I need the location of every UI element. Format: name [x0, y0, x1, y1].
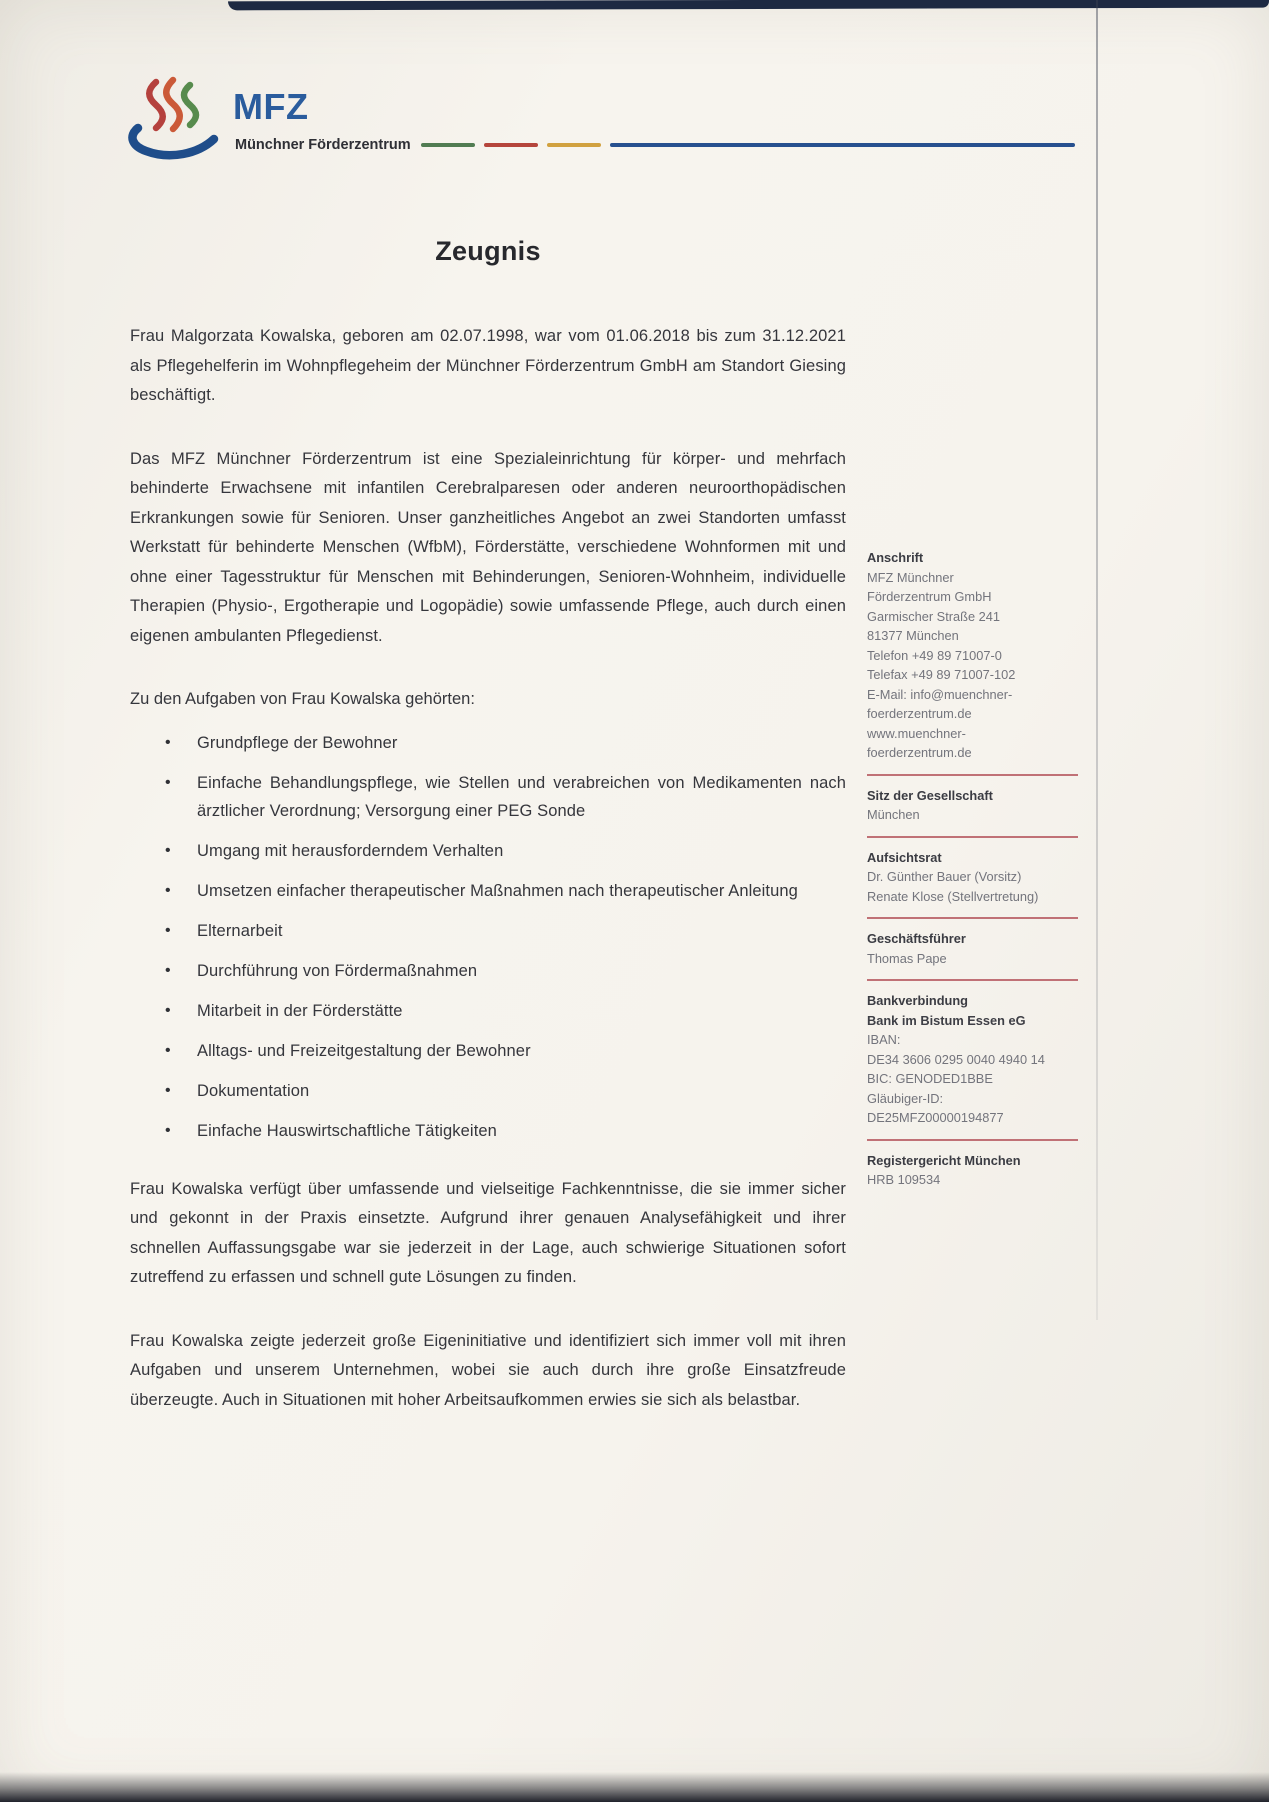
bullet-icon: •: [165, 1121, 171, 1139]
task-text: Umgang mit herausforderndem Verhalten: [197, 841, 504, 860]
bullet-icon: •: [165, 921, 171, 939]
bullet-icon: •: [165, 841, 171, 859]
task-text: Dokumentation: [197, 1081, 310, 1100]
bullet-icon: •: [165, 881, 171, 899]
sidebar-line: Gläubiger-ID:: [867, 1090, 944, 1106]
sidebar-section: [867, 929, 1078, 968]
task-list: [130, 729, 846, 1145]
bullet-icon: •: [165, 961, 171, 979]
sidebar-line: HRB 109534: [867, 1172, 941, 1187]
task-item: [130, 729, 846, 757]
task-item: [130, 877, 846, 905]
scan-edge-top: [228, 0, 1269, 10]
rule-segment-green: [421, 143, 475, 147]
task-item: [130, 917, 846, 945]
sidebar-line: Thomas Pape: [867, 950, 947, 966]
sidebar-line: München: [867, 807, 920, 822]
sidebar-section-heading: Anschrift: [867, 550, 924, 565]
paragraph-initiative: Frau Kowalska zeigte jederzeit große Eigeninitiative und identifiziert sich immer voll mit ihren Aufgaben und unserem Unternehmen, wobei sie auch durch ihre große Einsatzfreude überzeugte. Auch in Situationen mit hoher Arbeitsaufkommen erwies sie sich als belastbar.: [130, 1331, 846, 1409]
scan-edge-bottom: [0, 1772, 1269, 1802]
brand-subtitle: Münchner Förderzentrum: [235, 137, 411, 153]
sidebar-line: BIC: GENODED1BBE: [867, 1071, 993, 1086]
bullet-icon: •: [165, 1001, 171, 1019]
sidebar-line: DE25MFZ00000194877: [867, 1110, 1004, 1125]
sidebar-line: Garmischer Straße 241: [867, 608, 1000, 624]
sidebar-line: Bank im Bistum Essen eG: [867, 1012, 1026, 1028]
task-item: [130, 1077, 846, 1105]
sidebar-divider: [867, 1139, 1078, 1141]
task-text: Einfache Behandlungspflege, wie Stellen und verabreichen von Medikamenten nach ärztlicher Verordnung; Versorgung einer PEG Sonde: [197, 773, 846, 820]
sidebar-line: Förderzentrum GmbH: [867, 589, 992, 604]
sidebar-divider: [867, 917, 1078, 919]
letter-body: [130, 322, 846, 1449]
rule-segment-yellow: [547, 143, 601, 147]
rule-segment-red: [484, 143, 538, 147]
task-item: [130, 1117, 846, 1145]
sidebar-line: 81377 München: [867, 628, 959, 643]
brand-name: MFZ: [233, 86, 309, 127]
task-item: [130, 957, 846, 985]
sidebar: [867, 548, 1078, 1190]
sidebar-section: [867, 548, 1078, 763]
task-text: Mitarbeit in der Förderstätte: [197, 1001, 403, 1020]
sidebar-line: DE34 3606 0295 0040 4940 14: [867, 1051, 1045, 1067]
bullet-icon: •: [165, 1041, 171, 1059]
task-item: [130, 997, 846, 1025]
sidebar-line: Telefon +49 89 71007-0: [867, 647, 1002, 663]
bullet-icon: •: [165, 1081, 171, 1099]
letterhead-rule: [235, 136, 1075, 154]
sidebar-divider: [867, 979, 1078, 981]
sidebar-section: [867, 1151, 1078, 1190]
sidebar-section-heading: Bankverbindung: [867, 993, 968, 1008]
bullet-icon: •: [165, 773, 171, 791]
sidebar-line: foerderzentrum.de: [867, 745, 972, 760]
task-text: Grundpflege der Bewohner: [197, 733, 398, 752]
sidebar-section-heading: Registergericht München: [867, 1152, 1021, 1168]
bullet-icon: •: [165, 733, 171, 751]
sidebar-divider: [867, 836, 1078, 838]
tasks-intro: Zu den Aufgaben von Frau Kowalska gehörten:: [130, 690, 475, 708]
task-item: [130, 1037, 846, 1065]
paragraph-company: Das MFZ Münchner Förderzentrum ist eine Spezialeinrichtung für körper- und mehrfach behinderte Erwachsene mit infantilen Cerebralparesen oder anderen neuroorthopädischen Erkrankungen sowie für Senioren. Unser ganzheitliches Angebot an zwei Standorten umfasst Werkstatt für behinderte Menschen (WfbM), Förderstätte, verschiedene Wohnformen mit und ohne einer Tagesstruktur für Menschen mit Behinderungen, Senioren-Wohnheim, individuelle Therapien (Physio-, Ergotherapie und Logopädie) sowie umfassende Pflege, auch durch einen eigenen ambulanten Pflegedienst.: [130, 449, 846, 645]
sidebar-line: MFZ Münchner: [867, 569, 954, 585]
sidebar-divider: [867, 774, 1078, 776]
scan-edge-right: [1096, 0, 1098, 1320]
task-item: [130, 837, 846, 865]
sidebar-section: [867, 786, 1078, 825]
paragraph-intro: Frau Malgorzata Kowalska, geboren am 02.07.1998, war vom 01.06.2018 bis zum 31.12.2021 als Pflegehelferin im Wohnpflegeheim der Münchner Förderzentrum GmbH am Standort Giesing beschäftigt.: [130, 327, 846, 404]
task-item: [130, 769, 846, 825]
sidebar-line: IBAN:: [867, 1032, 901, 1047]
sidebar-line: Dr. Günther Bauer (Vorsitz): [867, 869, 1022, 884]
task-text: Alltags- und Freizeitgestaltung der Bewohner: [197, 1041, 531, 1060]
sidebar-section-heading: Aufsichtsrat: [867, 849, 942, 865]
page-title: Zeugnis: [435, 236, 541, 266]
sidebar-line: www.muenchner-: [867, 725, 966, 741]
sidebar-section: [867, 848, 1078, 907]
task-text: Durchführung von Fördermaßnahmen: [197, 961, 478, 980]
sidebar-section-heading: Geschäftsführer: [867, 931, 966, 946]
sidebar-line: Telefax +49 89 71007-102: [867, 667, 1016, 682]
mfz-logo-icon: [116, 76, 224, 162]
sidebar-section-heading: Sitz der Gesellschaft: [867, 787, 993, 803]
task-text: Umsetzen einfacher therapeutischer Maßnahmen nach therapeutischer Anleitung: [197, 881, 798, 900]
rule-segment-blue: [610, 143, 1075, 147]
sidebar-line: foerderzentrum.de: [867, 706, 972, 721]
task-text: Elternarbeit: [197, 921, 283, 940]
paragraph-skills: Frau Kowalska verfügt über umfassende und vielseitige Fachkenntnisse, die sie immer sicher und gekonnt in der Praxis einsetzte. Aufgrund ihrer genauen Analysefähigkeit und ihrer schnellen Auffassungsgabe war sie jederzeit in der Lage, auch schwierige Situationen sofort zutreffend zu erfassen und schnell gute Lösungen zu finden.: [130, 1179, 846, 1286]
sidebar-section: [867, 991, 1078, 1128]
sidebar-line: Renate Klose (Stellvertretung): [867, 888, 1039, 904]
sidebar-line: E-Mail: info@muenchner-: [867, 686, 1013, 702]
task-text: Einfache Hauswirtschaftliche Tätigkeiten: [197, 1121, 497, 1140]
